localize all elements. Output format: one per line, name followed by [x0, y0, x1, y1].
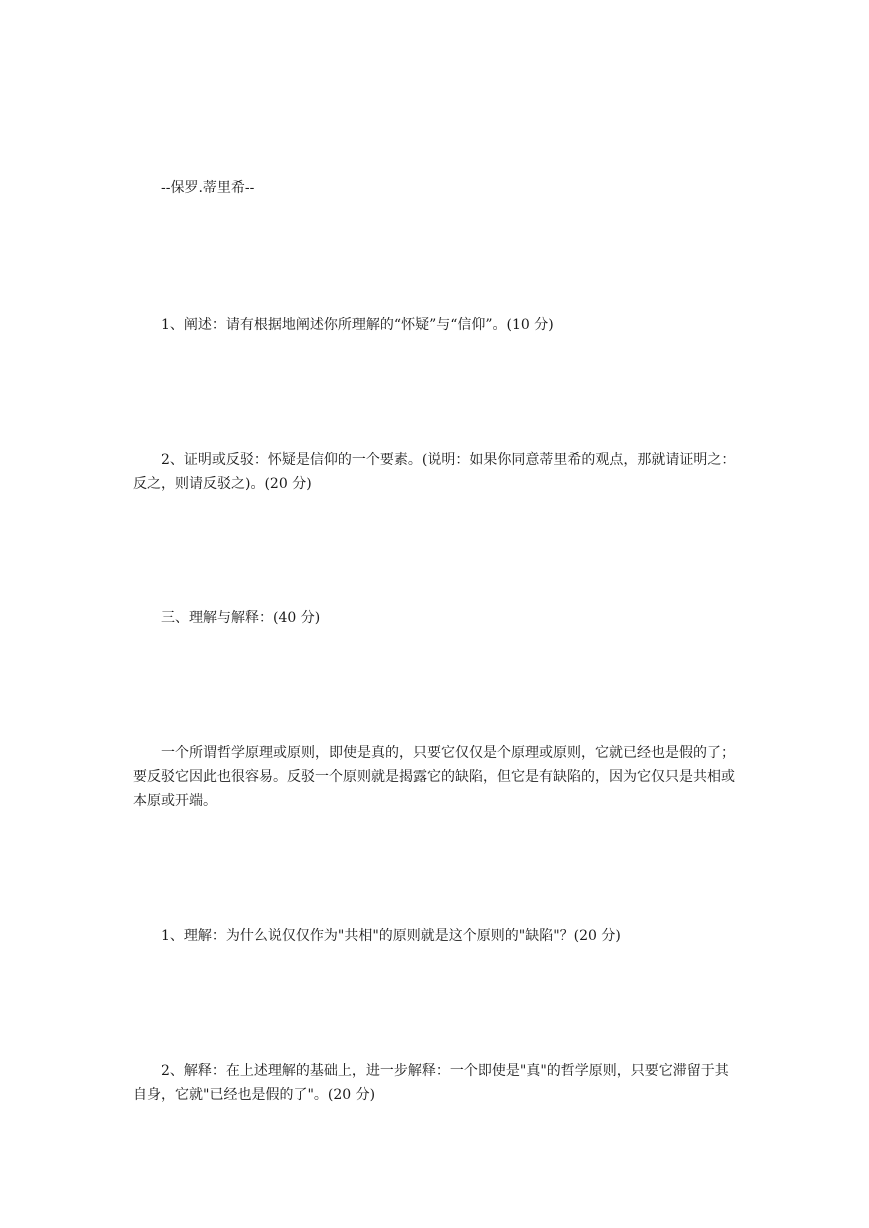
question-3-2: 2、解释：在上述理解的基础上，进一步解释：一个即使是"真"的哲学原则，只要它滞留于其自身，它就"已经也是假的了"。(20 分)	[133, 1063, 729, 1103]
question-2-1: 1、阐述：请有根据地阐述你所理解的“怀疑”与“信仰”。(10 分)	[161, 317, 554, 333]
question-2-2: 2、证明或反驳：怀疑是信仰的一个要素。(说明：如果你同意蒂里希的观点，那就请证明之：反之，则请反驳之)。(20 分)	[133, 452, 736, 492]
section-3-heading: 三、理解与解释：(40 分)	[161, 610, 321, 626]
attribution: --保罗.蒂里希--	[161, 180, 255, 196]
question-3-1: 1、理解：为什么说仅仅作为"共相"的原则就是这个原则的"缺陷"？(20 分)	[161, 928, 621, 944]
section-3-passage: 一个所谓哲学原理或原则，即使是真的，只要它仅仅是个原理或原则，它就已经也是假的了；要反驳它因此也很容易。反驳一个原则就是揭露它的缺陷，但它是有缺陷的，因为它仅只是共相或本原或开端。	[133, 745, 735, 809]
